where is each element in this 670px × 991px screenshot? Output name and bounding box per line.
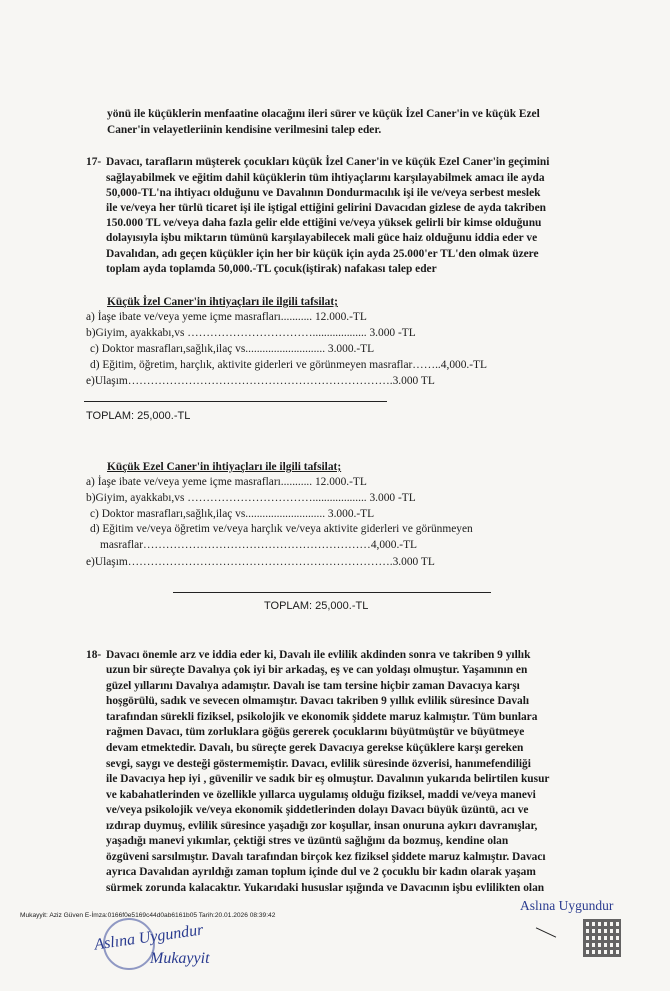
izel-heading: Küçük İzel Caner'in ihtiyaçları ile ilgili tafsilat;: [107, 296, 338, 308]
p18-line: özgüveni sarsılmıştır. Davalı tarafından birçok kez fiziksel şiddete maruz kalmıştır. Davacı: [106, 851, 546, 863]
ezel-item-e: e)Ulaşım…………………………………………………………….3.000 TL: [86, 556, 435, 568]
qr-code-icon: [583, 919, 621, 957]
e-signature-line: Mukayyit: Aziz Güven E-İmza:0166f0e5169c44d0ab6161b05 Tarih:20.01.2026 08:39:42: [20, 912, 276, 919]
p18-number: 18-: [86, 649, 102, 661]
ezel-item-c: c) Doktor masrafları,sağlık,ilaç vs............................ 3.000.-TL: [90, 508, 375, 520]
ezel-total-rule: [173, 592, 491, 593]
p17-number: 17-: [86, 156, 102, 168]
p18-line: ve/veya psikolojik ve/veya ekonomik şiddetlerinden dolayı Davacı büyük üzüntü, acı ve: [106, 804, 529, 816]
intro-line-1: yönü ile küçüklerin menfaatine olacağını ileri sürer ve küçük İzel Caner'in ve küçük Ezel: [107, 108, 540, 120]
ezel-item-b: b)Giyim, ayakkabı,vs ……………………………................... 3.000 -TL: [86, 492, 416, 504]
p17-line: dolayısıyla işbu miktarın tümünü karşılayabilecek mali güce haiz olduğunu iddia eder ve: [106, 232, 538, 244]
ezel-total: TOPLAM: 25,000.-TL: [264, 600, 369, 612]
p18-line: sürmek zorunda kalacaktır. Yukarıdaki hususlar ışığında ve Davacının işbu evlilikten olan: [106, 882, 545, 894]
p18-line: devam etmektedir. Davalı, bu süreçte gerek Davacıya gerekse küçüklere karşı gereken: [106, 742, 524, 754]
izel-item-e: e)Ulaşım…………………………………………………………….3.000 TL: [86, 375, 435, 387]
p18-line: ızdırap duymuş, evlilik süresince yaşadığı zor koşullar, insan onuruna aykırı davranışlar,: [106, 820, 538, 832]
p18-line: ayrıca Davalıdan ayrıldığı zaman toplum içinde dul ve 2 çocuklu bir kadın olarak yaşam: [106, 866, 536, 878]
p17-line: toplam ayda toplamda 50,000.-TL çocuk(iştirak) nafakası talep eder: [106, 263, 437, 275]
p18-line: ile Davacıya hep iyi , güvenilir ve sadık bir eş olmuştur. Davalının yukarıda belirtilen kusur: [106, 773, 550, 785]
izel-total: TOPLAM: 25,000.-TL: [86, 410, 191, 422]
mukayyit-stamp: Mukayyit: [150, 950, 210, 967]
p17-line: Davacı, tarafların müşterek çocukları küçük İzel Caner'in ve küçük Ezel Caner'in geçimini: [106, 156, 550, 168]
p18-line: rağmen Davacı, tüm zorluklara göğüs gererek çocuklarını büyütmüştür ve büyütmeye: [106, 726, 525, 738]
p17-line: sağlayabilmek ve eğitim dahil küçüklerin tüm ihtiyaçlarını karşılayabilmek amacı ile ayda: [106, 172, 545, 184]
p18-line: yaşadığı manevi yıkımlar, çektiği stres ve üzüntü sağlığını da bozmuş, kendine olan: [106, 835, 509, 847]
p18-line: ve kabahatlerinden ve özellikle yıllarca uygulamış olduğu fiziksel, maddi ve/veya manevi: [106, 789, 536, 801]
p17-line: Davalıdan, adı geçen küçükler için her bir küçük için ayda 25.000'er TL'den olmak üzere: [106, 248, 539, 260]
p18-line: sevgi, saygı ve desteği göstermemiştir. Davacı, evlilik süresinde özverisi, hanımefendiliği: [106, 758, 531, 770]
p18-line: uzun bir süreçte Davalıya çok iyi bir arkadaş, eş ve can yoldaşı olmuştur. Yaşamının en: [106, 664, 528, 676]
p18-line: Davacı önemle arz ve iddia eder ki, Davalı ile evlilik akdinden sonra ve takriben 9 yıllık: [106, 649, 531, 661]
izel-item-a: a) İaşe ibate ve/veya yeme içme masrafları........... 12.000.-TL: [86, 311, 367, 323]
izel-item-c: c) Doktor masrafları,sağlık,ilaç vs............................ 3.000.-TL: [90, 343, 375, 355]
p18-line: güzel yıllarını Davalıya adamıştır. Davalı ise tam tersine hiçbir zaman Davacıya karşı: [106, 680, 520, 692]
ezel-item-a: a) İaşe ibate ve/veya yeme içme masrafları........... 12.000.-TL: [86, 476, 367, 488]
stamp-left: Aslına Uygundur: [93, 921, 205, 954]
ezel-item-d-line-1: d) Eğitim ve/veya öğretim ve/veya harçlık ve/veya aktivite giderleri ve görünmeyen: [90, 523, 473, 535]
p17-line: 150.000 TL ve/veya daha fazla gelir elde ettiğini ve/veya yüksek gelirli bir kimse olduğunu: [106, 217, 542, 229]
p18-line: hoşgörülü, sadık ve sevecen olmamıştır. Davacı takriben 9 yıllık evlilik süresince Davalı: [106, 695, 530, 707]
stamp-right-stroke: [536, 927, 556, 937]
stamp-right: Aslına Uygundur: [520, 898, 614, 913]
intro-line-2: Caner'in velayetleriinin kendisine verilmesini talep eder.: [107, 124, 382, 136]
izel-item-b: b)Giyim, ayakkabı,vs ……………………………................... 3.000 -TL: [86, 327, 416, 339]
p17-line: 50,000-TL'na ihtiyacı olduğunu ve Davalının Dondurmacılık işi ile ve/veya serbest meslek: [106, 187, 541, 199]
izel-item-d: d) Eğitim, öğretim, harçlık, aktivite giderleri ve görünmeyen masraflar……..4,000.-TL: [90, 359, 487, 371]
ezel-heading: Küçük Ezel Caner'in ihtiyaçları ile ilgili tafsilat;: [107, 461, 342, 473]
p17-line: ile ve/veya her türlü ticaret işi ile iştigal ettiğini gelirini Davacıdan gizlese de ayda takriben: [106, 202, 546, 214]
p18-line: tarafından sürekli fiziksel, psikolojik ve ekonomik şiddete maruz kalmıştır. Tüm bunlara: [106, 711, 538, 723]
ezel-item-d-line-2: masraflar……………………………………………………4,000.-TL: [100, 539, 418, 551]
izel-total-rule: [84, 401, 387, 402]
